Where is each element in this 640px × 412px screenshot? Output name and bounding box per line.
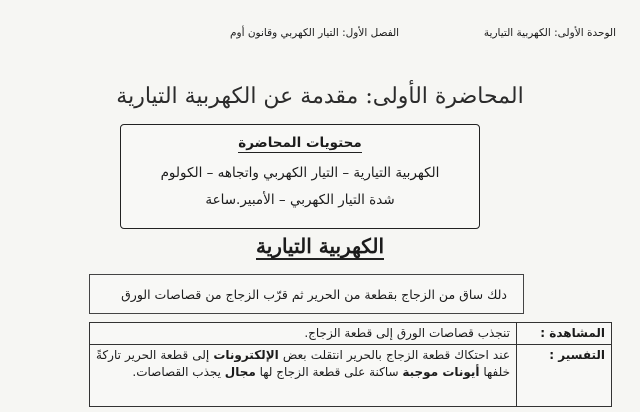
observation-table — [89, 322, 612, 407]
section-title — [0, 234, 640, 258]
observation-text: تنجذب قصاصات الورق إلى قطعة الزجاج. — [90, 323, 517, 345]
explanation-bold-positive-ions: أيونات موجبة — [402, 365, 480, 379]
contents-title — [121, 135, 479, 151]
section-title-text: الكهربية التيارية — [256, 234, 384, 258]
explanation-row — [90, 345, 612, 407]
observation-row — [90, 323, 612, 345]
contents-line-1: الكهربية التيارية – التيار الكهربي واتجاهه – الكولوم — [160, 165, 440, 181]
contents-title-text: محتويات المحاضرة — [238, 135, 362, 151]
experiment-text: دلك ساق من الزجاج بقطعة من الحرير ثم قرّب الزجاج من قصاصات الورق — [121, 287, 507, 302]
lecture-title: المحاضرة الأولى: مقدمة عن الكهربية التيارية — [116, 84, 524, 109]
explanation-part-1: عند احتكاك قطعة الزجاج بالحرير انتقلت بعض — [278, 348, 510, 362]
unit-header: الوحدة الأولى: الكهربية التيارية — [483, 27, 616, 39]
explanation-part-2: إلى قطعة الحرير تاركةً خلفها — [96, 348, 510, 379]
explanation-bold-field: مجال — [224, 365, 256, 379]
chapter-header: الفصل الأول: التيار الكهربي وقانون أوم — [230, 27, 400, 39]
explanation-bold-electrons: الإلكترونات — [213, 348, 279, 362]
lecture-contents-box — [120, 124, 480, 229]
contents-line-2: شدة التيار الكهربي – الأمبير.ساعة — [205, 192, 395, 208]
explanation-part-4: يجذب القصاصات. — [132, 365, 225, 379]
experiment-box — [89, 274, 524, 314]
explanation-label: التفسير : — [517, 345, 612, 407]
explanation-part-3: ساكنة على قطعة الزجاج لها — [255, 365, 403, 379]
explanation-text — [90, 345, 517, 407]
observation-label: المشاهدة : — [517, 323, 612, 345]
